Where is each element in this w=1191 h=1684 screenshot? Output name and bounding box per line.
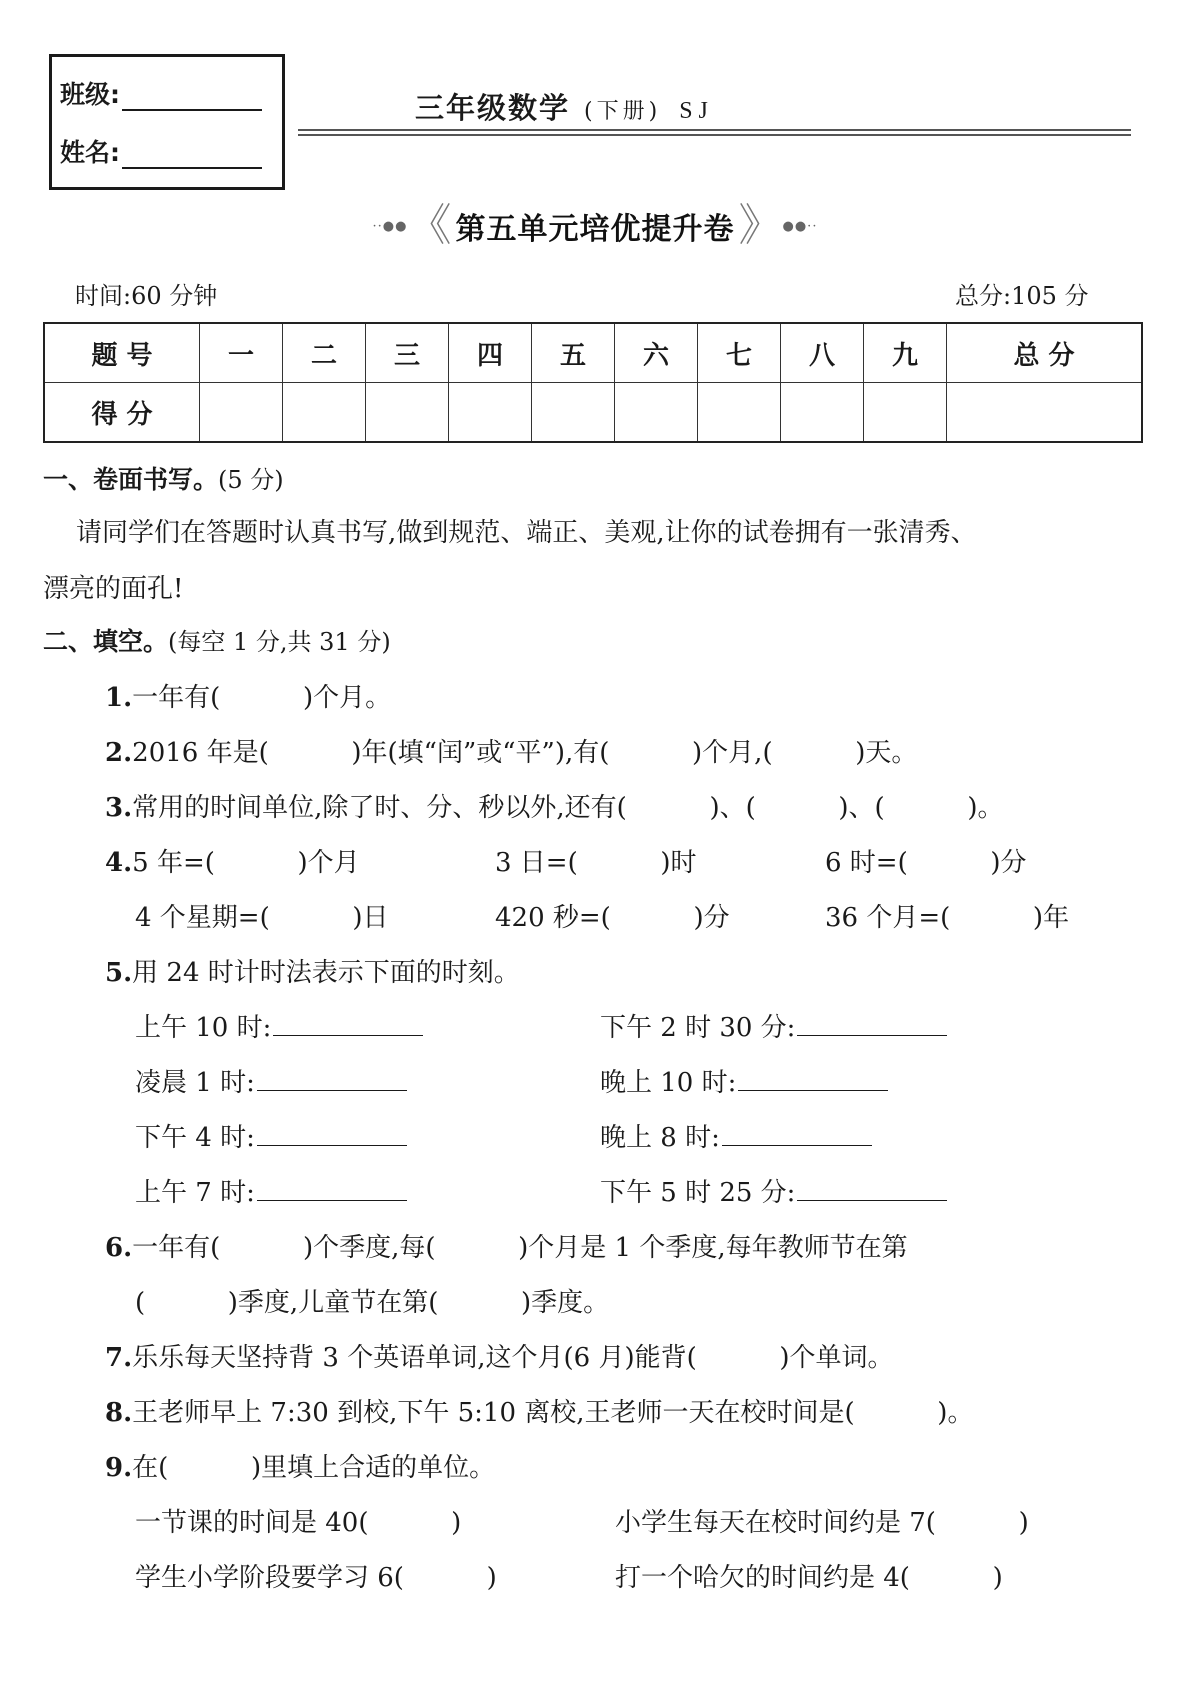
question-3-text: 常用的时间单位,除了时、分、秒以外,还有( )、( )、( )。 xyxy=(132,793,1004,823)
unit-banner xyxy=(350,200,840,252)
question-2: 2.2016 年是( )年(填“闰”或“平”),有( )个月,( )天。 xyxy=(105,738,918,768)
section-1-heading xyxy=(43,460,284,496)
header-cell: 一 xyxy=(200,323,283,383)
section-1-body-line-1: 请同学们在答题时认真书写,做到规范、端正、美观,让你的试卷拥有一张清秀、 xyxy=(43,518,977,548)
q5-item: 下午 5 时 25 分: xyxy=(600,1172,947,1209)
q4-item: 6 时=( )分 xyxy=(825,848,1027,878)
name-label: 姓名: xyxy=(60,138,120,167)
score-cell[interactable] xyxy=(864,383,947,443)
q5-item: 上午 10 时: xyxy=(135,1007,423,1044)
section-2-heading xyxy=(43,622,391,658)
section-2-points: (每空 1 分,共 31 分) xyxy=(168,628,391,656)
question-7: 7.乐乐每天坚持背 3 个英语单词,这个月(6 月)能背( )个单词。 xyxy=(105,1343,894,1373)
dots-left-icon: ··●● xyxy=(372,218,408,234)
question-6: 6.一年有( )个季度,每( )个月是 1 个季度,每年教师节在第 xyxy=(105,1233,908,1263)
right-bracket-ornament-icon: 》 xyxy=(738,200,783,251)
q4-item: 36 个月=( )年 xyxy=(825,903,1070,933)
q5-item: 下午 4 时: xyxy=(135,1117,407,1154)
score-table-header-row xyxy=(44,323,1142,383)
question-9-text: 在( )里填上合适的单位。 xyxy=(132,1453,496,1483)
answer-blank[interactable] xyxy=(797,1011,947,1036)
left-bracket-ornament-icon: 《 xyxy=(407,200,452,251)
section-1-body-line-2: 漂亮的面孔! xyxy=(43,574,184,604)
q5-item: 下午 2 时 30 分: xyxy=(600,1007,947,1044)
q4-item: 420 秒=( )分 xyxy=(495,903,730,933)
question-5-text: 用 24 时计时法表示下面的时刻。 xyxy=(132,958,520,988)
score-cell[interactable] xyxy=(698,383,781,443)
header-cell: 八 xyxy=(781,323,864,383)
subject-title: 三年级数学 xyxy=(415,91,571,125)
volume-label: (下册) xyxy=(584,99,662,124)
question-8-text: 王老师早上 7:30 到校,下午 5:10 离校,王老师一天在校时间是( )。 xyxy=(132,1398,974,1428)
answer-blank[interactable] xyxy=(257,1066,407,1091)
class-blank[interactable] xyxy=(122,87,262,111)
question-6-line-1: 一年有( )个季度,每( )个月是 1 个季度,每年教师节在第 xyxy=(132,1233,908,1263)
question-8: 8.王老师早上 7:30 到校,下午 5:10 离校,王老师一天在校时间是( )。 xyxy=(105,1398,974,1428)
question-5: 5.用 24 时计时法表示下面的时刻。 xyxy=(105,958,520,988)
question-2-text: 2016 年是( )年(填“闰”或“平”),有( )个月,( )天。 xyxy=(132,738,918,768)
name-field[interactable] xyxy=(60,133,262,169)
answer-blank[interactable] xyxy=(257,1176,407,1201)
question-7-text: 乐乐每天坚持背 3 个英语单词,这个月(6 月)能背( )个单词。 xyxy=(132,1343,894,1373)
score-cell[interactable] xyxy=(200,383,283,443)
q5-item: 上午 7 时: xyxy=(135,1172,407,1209)
q9-item: 一节课的时间是 40( ) xyxy=(135,1508,462,1538)
section-2-title: 二、填空。 xyxy=(43,627,169,656)
question-6-line-2: ( )季度,儿童节在第( )季度。 xyxy=(135,1288,610,1318)
section-1-points: (5 分) xyxy=(218,466,284,494)
edition-code: SJ xyxy=(679,98,714,124)
header-cell: 九 xyxy=(864,323,947,383)
q4-item: 5 年=( )个月 xyxy=(132,848,360,878)
header-cell: 五 xyxy=(532,323,615,383)
header-cell: 总 分 xyxy=(947,323,1143,383)
header-cell: 题 号 xyxy=(44,323,200,383)
question-9: 9.在( )里填上合适的单位。 xyxy=(105,1453,496,1483)
question-4: 4.5 年=( )个月 xyxy=(105,848,360,878)
q9-item: 小学生每天在校时间约是 7( ) xyxy=(615,1508,1029,1538)
question-1-text: 一年有( )个月。 xyxy=(132,683,392,713)
q5-item: 晚上 8 时: xyxy=(600,1117,872,1154)
question-1: 1.一年有( )个月。 xyxy=(105,683,392,713)
score-cell[interactable] xyxy=(615,383,698,443)
score-cell[interactable] xyxy=(366,383,449,443)
answer-blank[interactable] xyxy=(797,1176,947,1201)
score-cell[interactable] xyxy=(283,383,366,443)
page-title xyxy=(415,86,714,127)
banner-title: 第五单元培优提升卷 xyxy=(455,212,735,247)
q9-item: 学生小学阶段要学习 6( ) xyxy=(135,1563,497,1593)
answer-blank[interactable] xyxy=(722,1121,872,1146)
student-info-box xyxy=(49,54,285,190)
header-cell: 六 xyxy=(615,323,698,383)
header-cell: 七 xyxy=(698,323,781,383)
name-blank[interactable] xyxy=(122,145,262,169)
time-limit: 时间:60 分钟 xyxy=(75,282,218,310)
score-row-label: 得 分 xyxy=(44,383,200,443)
q5-item: 晚上 10 时: xyxy=(600,1062,888,1099)
score-cell[interactable] xyxy=(947,383,1143,443)
q4-item: 4 个星期=( )日 xyxy=(135,903,389,933)
score-cell[interactable] xyxy=(781,383,864,443)
header-double-rule xyxy=(298,129,1131,136)
answer-blank[interactable] xyxy=(273,1011,423,1036)
dots-right-icon: ●●·· xyxy=(782,218,818,234)
class-field[interactable] xyxy=(60,75,262,111)
score-cell[interactable] xyxy=(532,383,615,443)
class-label: 班级: xyxy=(60,80,120,109)
header-cell: 四 xyxy=(449,323,532,383)
q5-item: 凌晨 1 时: xyxy=(135,1062,407,1099)
score-cell[interactable] xyxy=(449,383,532,443)
section-1-title: 一、卷面书写。 xyxy=(43,465,219,494)
header-cell: 三 xyxy=(366,323,449,383)
answer-blank[interactable] xyxy=(738,1066,888,1091)
q9-item: 打一个哈欠的时间约是 4( ) xyxy=(615,1563,1003,1593)
score-table xyxy=(43,322,1143,443)
question-3: 3.常用的时间单位,除了时、分、秒以外,还有( )、( )、( )。 xyxy=(105,793,1004,823)
q4-item: 3 日=( )时 xyxy=(495,848,697,878)
answer-blank[interactable] xyxy=(257,1121,407,1146)
total-score: 总分:105 分 xyxy=(955,282,1089,310)
header-cell: 二 xyxy=(283,323,366,383)
score-table-score-row xyxy=(44,383,1142,443)
